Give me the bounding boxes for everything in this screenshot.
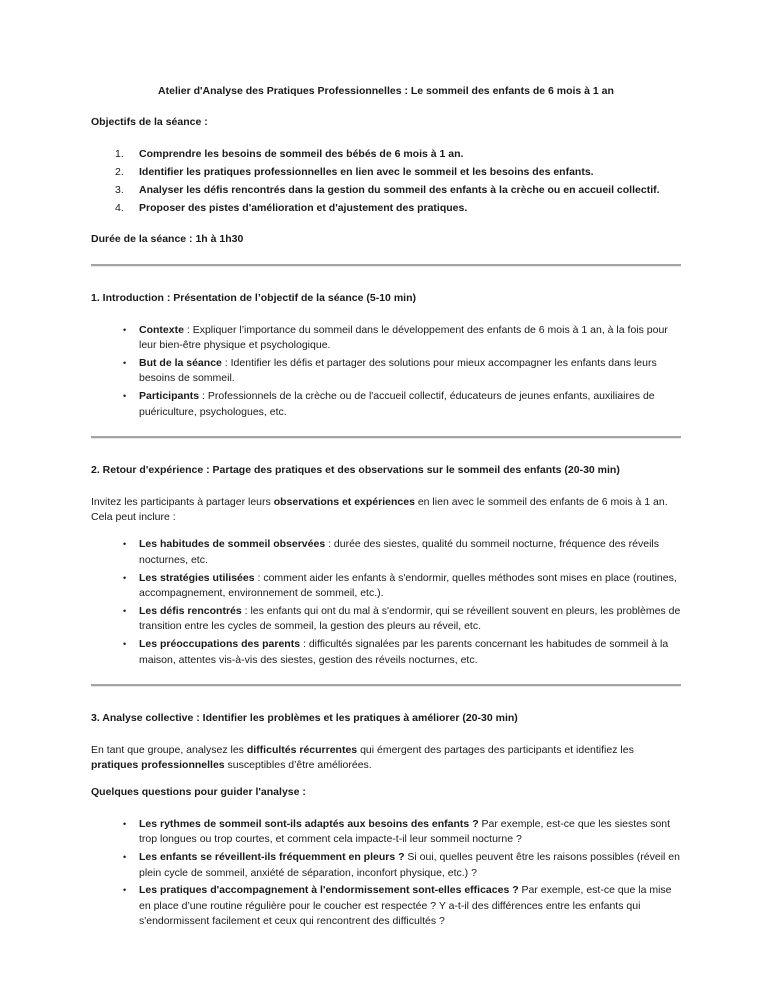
bullet-icon: • bbox=[123, 852, 127, 863]
section1-bullet-list bbox=[91, 323, 681, 420]
bullet-text bbox=[139, 389, 681, 420]
bullet-item bbox=[91, 850, 681, 881]
page-title: Atelier d'Analyse des Pratiques Professionnelles : Le sommeil des enfants de 6 mois à 1 an bbox=[158, 85, 614, 97]
bullet-item bbox=[91, 323, 681, 354]
objective-item bbox=[91, 165, 681, 180]
intro-segment: susceptibles d’être améliorées. bbox=[224, 758, 372, 771]
bullet-text bbox=[139, 571, 681, 602]
bullet-lead: Les rythmes de sommeil sont-ils adaptés aux besoins des enfants ? bbox=[139, 817, 479, 830]
intro-segment-bold: pratiques professionnelles bbox=[91, 758, 225, 771]
bullet-icon: • bbox=[123, 358, 127, 369]
bullet-rest: Par exemple, est-ce que les siestes sont trop longues ou trop courtes, et comment cela impacte-t-il leur sommeil nocturne ? bbox=[139, 817, 671, 846]
bullet-lead: Contexte bbox=[139, 323, 184, 336]
bullet-icon: • bbox=[123, 606, 127, 617]
bullet-lead: Participants bbox=[139, 390, 200, 403]
bullet-item bbox=[91, 883, 681, 929]
section-divider bbox=[91, 684, 681, 687]
bullet-item bbox=[91, 389, 681, 420]
bullet-rest: Par exemple, est-ce que la mise en place d’une routine régulière pour le coucher est respectée ? Y a-t-il des différences entre les enfants qui s'endormissent facilement et ceux qui rencontrent des difficultés ? bbox=[139, 884, 672, 928]
objective-text: Analyser les défis rencontrés dans la gestion du sommeil des enfants à la crèche ou en accueil collectif. bbox=[139, 183, 660, 196]
bullet-text bbox=[139, 604, 681, 635]
section-divider bbox=[91, 264, 681, 267]
section3-heading: 3. Analyse collective : Identifier les problèmes et les pratiques à améliorer (20-30 min) bbox=[91, 712, 518, 725]
objectives-list bbox=[91, 147, 681, 216]
section2-bullet-list bbox=[91, 537, 681, 668]
bullet-item bbox=[91, 571, 681, 602]
bullet-rest: : les enfants qui ont du mal à s'endormir, qui se réveillent souvent en pleurs, les problèmes de transition entre les cycles de sommeil, la gestion des pleurs au réveil, etc. bbox=[139, 605, 681, 633]
bullet-rest: : durée des siestes, qualité du sommeil nocturne, fréquence des réveils nocturnes, etc. bbox=[139, 538, 660, 566]
objective-item bbox=[91, 201, 681, 216]
bullet-lead: Les défis rencontrés bbox=[139, 605, 242, 618]
bullet-text bbox=[139, 323, 681, 354]
bullet-text bbox=[139, 356, 681, 387]
bullet-text bbox=[139, 883, 681, 929]
section-divider bbox=[91, 436, 681, 439]
bullet-rest: : comment aider les enfants à s'endormir, quelles méthodes sont mises en place (routines, accompagnement, environnement de sommeil, etc.). bbox=[139, 571, 677, 600]
bullet-rest: : Professionnels de la crèche ou de l'accueil collectif, éducateurs de jeunes enfants, auxiliaires de puériculture, psychologues, etc. bbox=[139, 390, 655, 418]
bullet-rest: : Expliquer l’importance du sommeil dans le développement des enfants de 6 mois à 1 an, à la fois pour leur bien-être physique et psychologique. bbox=[139, 323, 668, 352]
bullet-lead: Les préoccupations des parents bbox=[139, 638, 301, 651]
section2-heading: 2. Retour d'expérience : Partage des pratiques et des observations sur le sommeil des enfants (20-30 min) bbox=[91, 464, 620, 477]
bullet-lead: Les habitudes de sommeil observées bbox=[139, 538, 326, 551]
objective-item bbox=[91, 147, 681, 162]
intro-segment: En tant que groupe, analysez les bbox=[91, 743, 247, 756]
bullet-icon: • bbox=[123, 572, 127, 583]
bullet-icon: • bbox=[123, 885, 127, 896]
bullet-icon: • bbox=[123, 639, 127, 650]
intro-segment: en lien avec le sommeil des enfants de 6 mois à 1 an. Cela peut inclure : bbox=[91, 495, 668, 523]
list-number: 1. bbox=[115, 147, 124, 160]
bullet-lead: Les pratiques d'accompagnement à l'endormissement sont-elles efficaces ? bbox=[139, 884, 519, 897]
bullet-icon: • bbox=[123, 324, 127, 335]
bullet-text bbox=[139, 850, 681, 881]
bullet-item bbox=[91, 356, 681, 387]
bullet-icon: • bbox=[123, 391, 127, 402]
bullet-item bbox=[91, 637, 681, 668]
section1-heading: 1. Introduction : Présentation de l’objectif de la séance (5-10 min) bbox=[91, 292, 416, 305]
objectives-heading: Objectifs de la séance : bbox=[91, 116, 208, 129]
list-number: 4. bbox=[115, 201, 124, 214]
objective-text: Identifier les pratiques professionnelles en lien avec le sommeil et les besoins des enfants. bbox=[139, 165, 594, 178]
bullet-rest: : Identifier les défis et partager des solutions pour mieux accompagner les enfants dans leurs besoins de sommeil. bbox=[139, 357, 657, 385]
intro-segment: Invitez les participants à partager leurs bbox=[91, 495, 274, 508]
objective-text: Comprendre les besoins de sommeil des bébés de 6 mois à 1 an. bbox=[139, 147, 464, 160]
duration-text: Durée de la séance : 1h à 1h30 bbox=[91, 232, 244, 245]
bullet-rest: : difficultés signalées par les parents concernant les habitudes de sommeil à la maison, attentes vis-à-vis des siestes, gestion des réveils nocturnes, etc. bbox=[139, 638, 669, 666]
questions-heading: Quelques questions pour guider l'analyse : bbox=[91, 786, 306, 799]
bullet-lead: Les enfants se réveillent-ils fréquemment en pleurs ? bbox=[139, 851, 405, 864]
bullet-icon: • bbox=[123, 539, 127, 550]
objective-item bbox=[91, 183, 681, 198]
intro-segment: qui émergent des partages des participants et identifiez les bbox=[357, 743, 634, 756]
objective-text: Proposer des pistes d'amélioration et d'ajustement des pratiques. bbox=[139, 201, 468, 214]
bullet-text bbox=[139, 637, 681, 668]
bullet-text bbox=[139, 817, 681, 848]
list-number: 2. bbox=[115, 165, 124, 178]
bullet-rest: Si oui, quelles peuvent être les raisons possibles (réveil en plein cycle de sommeil, anxiété de séparation, inconfort physique, etc.) ? bbox=[139, 851, 680, 879]
bullet-icon: • bbox=[123, 818, 127, 829]
bullet-item bbox=[91, 537, 681, 568]
bullet-text bbox=[139, 537, 681, 568]
section2-intro bbox=[91, 495, 681, 526]
bullet-item bbox=[91, 604, 681, 635]
section3-bullet-list bbox=[91, 817, 681, 930]
bullet-lead: Les stratégies utilisées bbox=[139, 571, 255, 584]
section3-intro bbox=[91, 743, 681, 774]
bullet-item bbox=[91, 817, 681, 848]
intro-segment-bold: observations et expériences bbox=[273, 495, 415, 508]
intro-segment-bold: difficultés récurrentes bbox=[246, 743, 358, 756]
list-number: 3. bbox=[115, 183, 124, 196]
bullet-lead: But de la séance bbox=[139, 357, 222, 370]
